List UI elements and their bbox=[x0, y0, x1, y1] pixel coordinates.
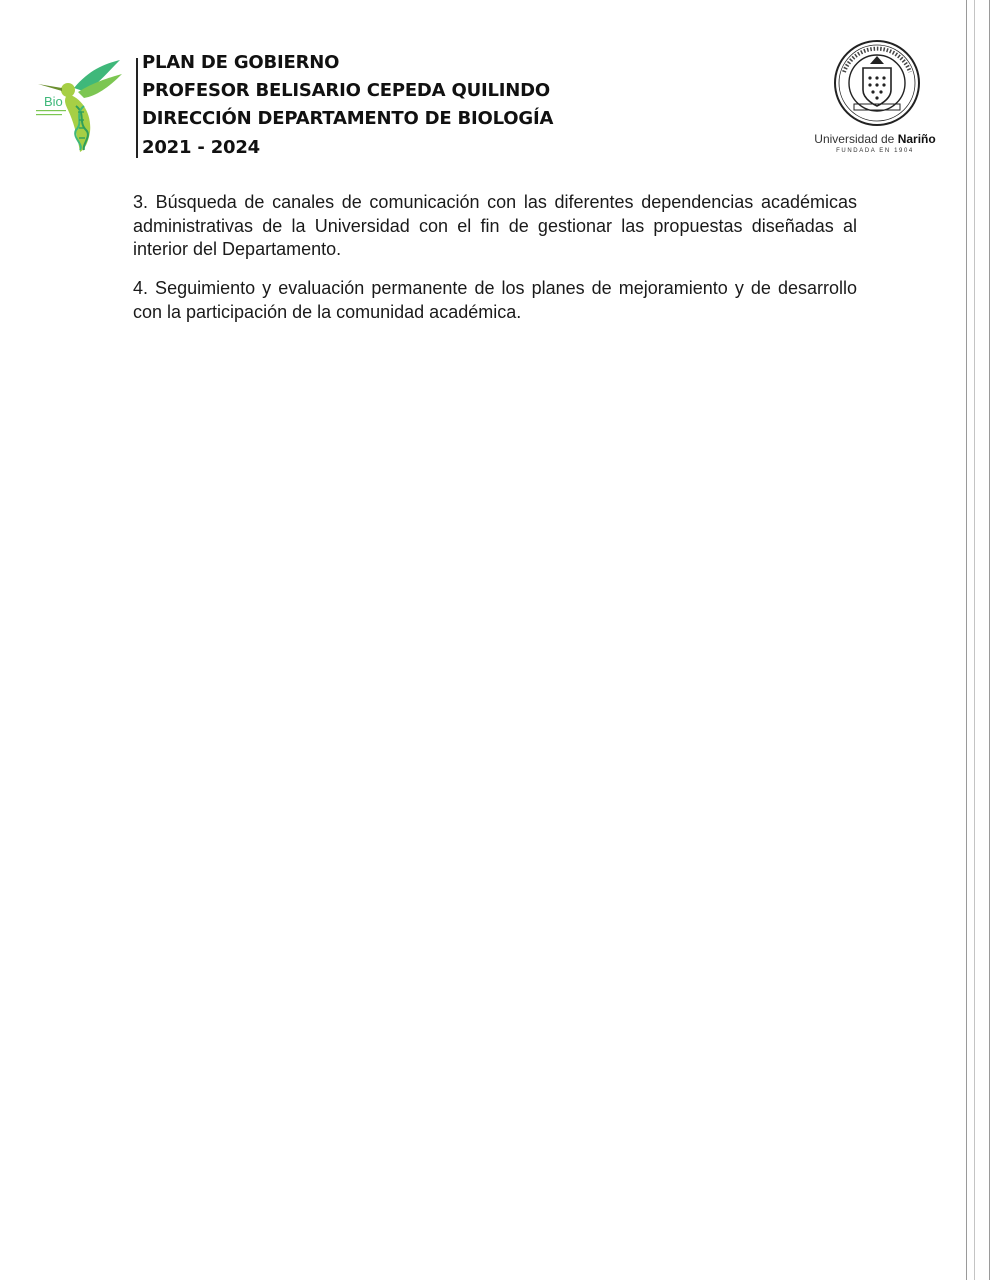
university-founded: FUNDADA EN 1904 bbox=[836, 148, 914, 154]
header-line-direction: DIRECCIÓN DEPARTAMENTO DE BIOLOGÍA bbox=[142, 108, 554, 129]
university-name: Universidad de Nariño bbox=[814, 132, 936, 146]
paragraph-item-3: 3. Búsqueda de canales de comunicación con las diferentes dependencias académicas administrativas de la Universidad con el fin de gestionar las propuestas diseñadas al interior del Departamento. bbox=[133, 192, 857, 259]
page-edge-divider bbox=[974, 0, 975, 1280]
university-seal-icon bbox=[832, 38, 922, 128]
paragraph-item-4: 4. Seguimiento y evaluación permanente de los planes de mejoramiento y de desarrollo con la participación de la comunidad académica. bbox=[133, 278, 857, 322]
page-edge-divider bbox=[989, 0, 990, 1280]
header-line-professor: PROFESOR BELISARIO CEPEDA QUILINDO bbox=[142, 80, 550, 101]
bio-logo-label: Bio bbox=[44, 94, 63, 109]
page-edge-divider bbox=[966, 0, 967, 1280]
header-line-period: 2021 - 2024 bbox=[142, 137, 260, 158]
header-divider bbox=[136, 58, 138, 158]
header-line-plan: PLAN DE GOBIERNO bbox=[142, 52, 340, 73]
